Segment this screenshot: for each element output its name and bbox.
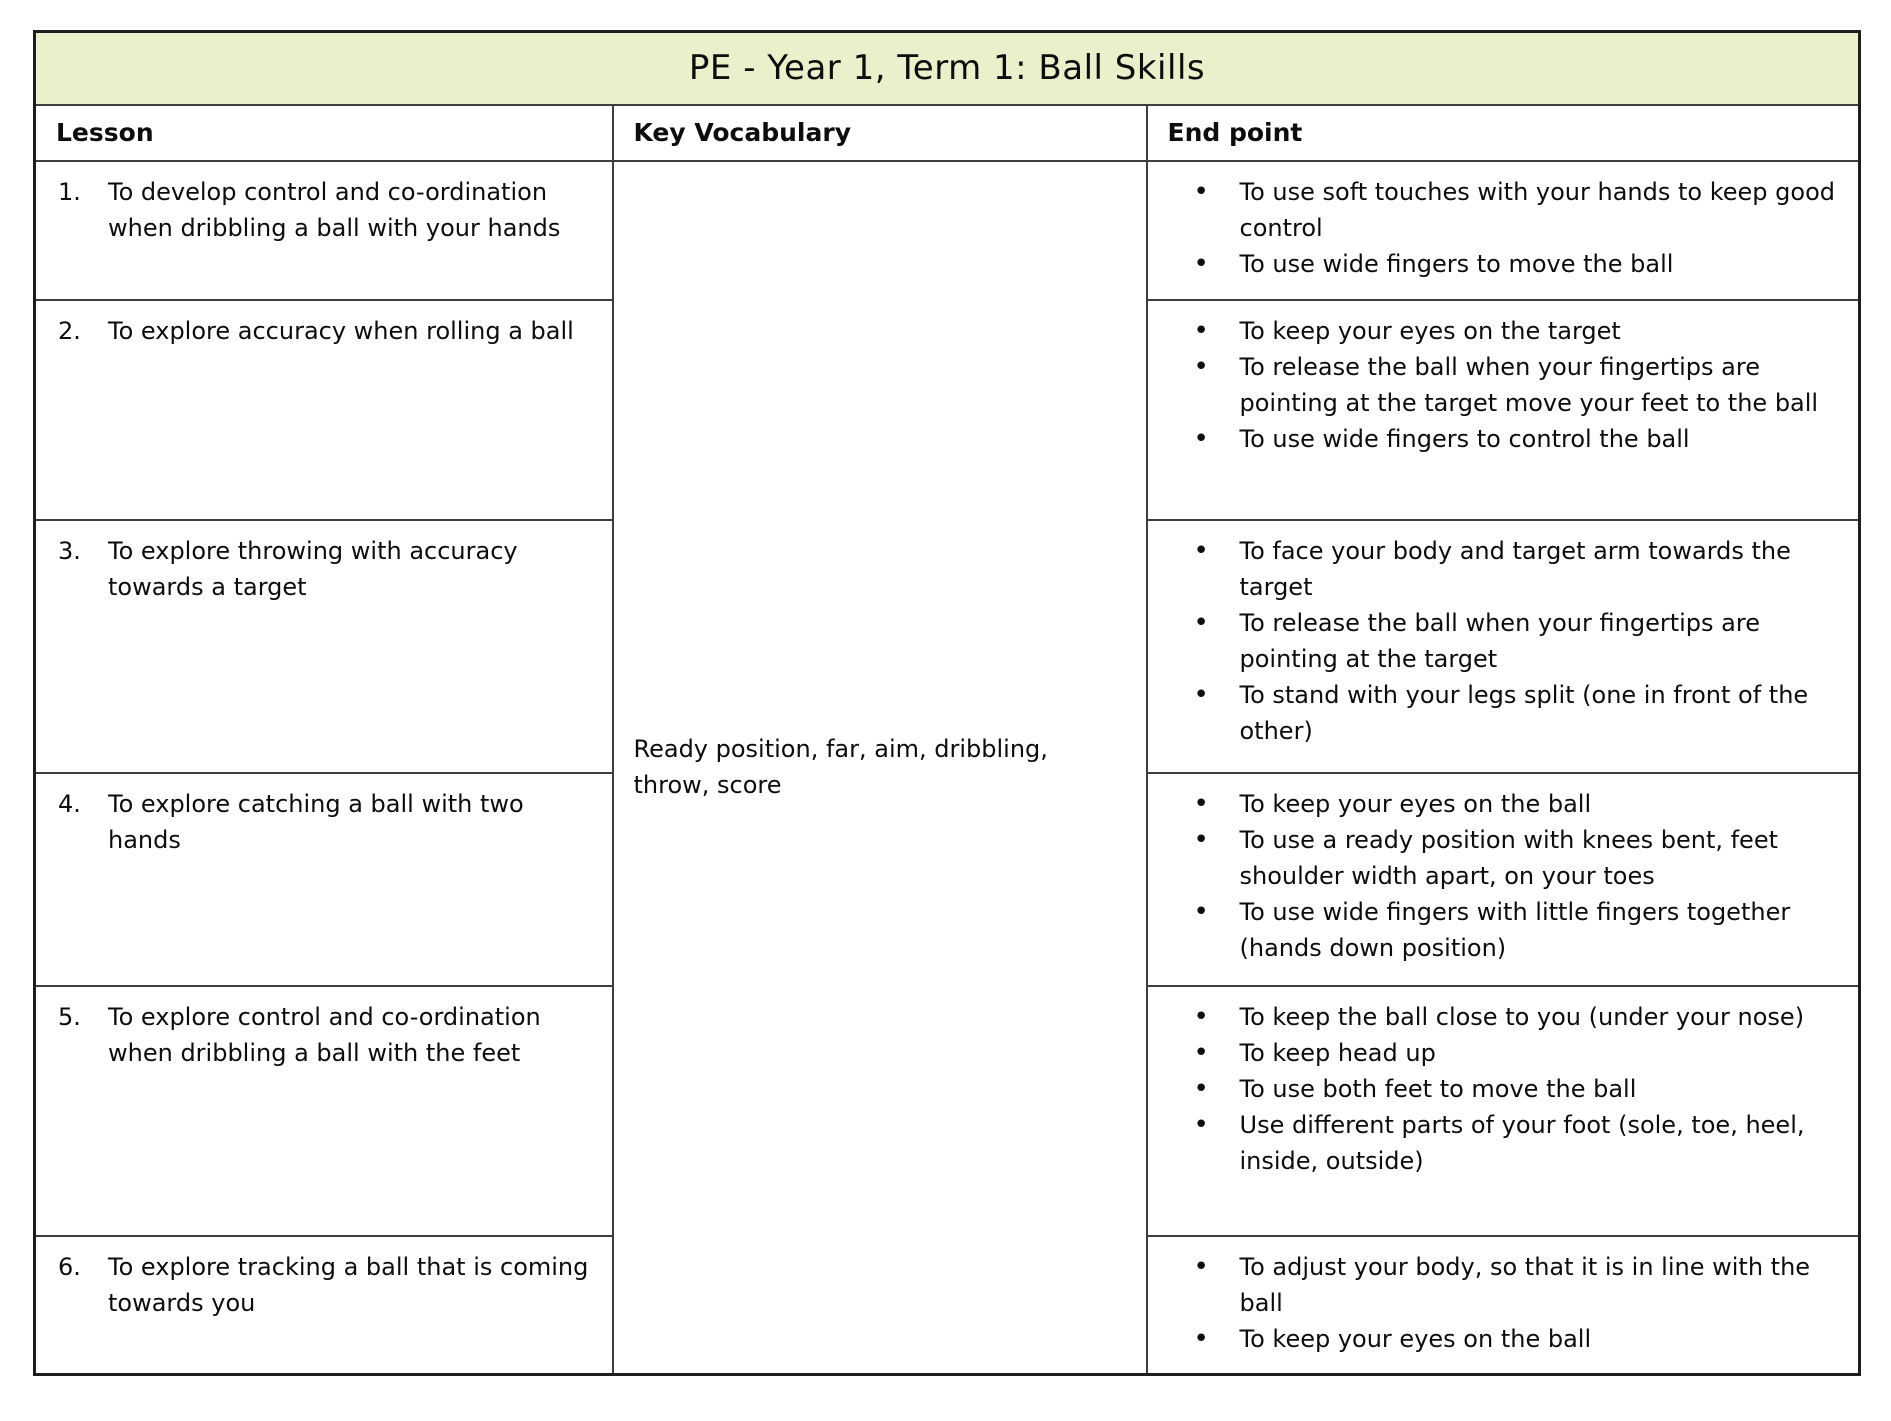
endpoint-item: • To stand with your legs split (one in front of the other) xyxy=(1162,677,1843,749)
lesson-cell xyxy=(35,986,613,1236)
endpoint-item: • To keep head up xyxy=(1162,1035,1843,1071)
endpoint-item: • To use both feet to move the ball xyxy=(1162,1071,1843,1107)
lesson-objective: To explore catching a ball with two hands xyxy=(108,789,524,854)
endpoint-list xyxy=(1162,533,1843,749)
endpoint-item: • To face your body and target arm towards the target xyxy=(1162,533,1843,605)
endpoint-item: • To adjust your body, so that it is in line with the ball xyxy=(1162,1249,1843,1321)
lesson-line xyxy=(58,533,596,605)
endpoint-item: • To use wide fingers with little fingers together (hands down position) xyxy=(1162,894,1843,966)
lesson-cell xyxy=(35,300,613,520)
lesson-number: 2. xyxy=(58,316,81,345)
endpoint-item: • To release the ball when your fingertips are pointing at the target xyxy=(1162,605,1843,677)
lesson-number: 4. xyxy=(58,789,81,818)
lesson-line xyxy=(58,999,596,1071)
endpoint-list xyxy=(1162,174,1843,282)
endpoint-item: • To keep your eyes on the ball xyxy=(1162,786,1843,822)
curriculum-table xyxy=(33,30,1861,1376)
column-header-row xyxy=(35,105,1860,161)
table-header-section xyxy=(35,32,1860,161)
lessons-body xyxy=(35,161,1860,1375)
lesson-line xyxy=(58,174,596,246)
endpoint-list xyxy=(1162,1249,1843,1357)
endpoint-item: • Use different parts of your foot (sole, toe, heel, inside, outside) xyxy=(1162,1107,1843,1179)
endpoint-cell xyxy=(1147,773,1860,986)
endpoint-item: • To use wide fingers to move the ball xyxy=(1162,246,1843,282)
page-title: PE - Year 1, Term 1: Ball Skills xyxy=(35,32,1860,105)
endpoint-item: • To use wide fingers to control the ball xyxy=(1162,421,1843,457)
lesson-number: 3. xyxy=(58,536,81,565)
table-row xyxy=(35,161,1860,300)
endpoint-item: • To use soft touches with your hands to keep good control xyxy=(1162,174,1843,246)
key-vocabulary-cell xyxy=(613,161,1147,1375)
lesson-cell xyxy=(35,773,613,986)
lesson-objective: To explore accuracy when rolling a ball xyxy=(108,316,574,345)
lesson-objective: To explore control and co-ordination when dribbling a ball with the feet xyxy=(108,1002,541,1067)
column-header-lesson: Lesson xyxy=(35,105,613,161)
lesson-cell xyxy=(35,161,613,300)
lesson-number: 6. xyxy=(58,1252,81,1281)
endpoint-item: • To release the ball when your fingertips are pointing at the target move your feet to the ball xyxy=(1162,349,1843,421)
column-header-endpoint: End point xyxy=(1147,105,1860,161)
key-vocabulary-text: Ready position, far, aim, dribbling, throw, score xyxy=(633,735,1048,800)
lesson-number: 5. xyxy=(58,1002,81,1031)
endpoint-item: • To keep your eyes on the ball xyxy=(1162,1321,1843,1357)
endpoint-item: • To keep your eyes on the target xyxy=(1162,313,1843,349)
endpoint-list xyxy=(1162,786,1843,966)
lesson-cell xyxy=(35,520,613,773)
endpoint-cell xyxy=(1147,161,1860,300)
lesson-line xyxy=(58,1249,596,1321)
lesson-objective: To explore throwing with accuracy towards a target xyxy=(108,536,518,601)
endpoint-cell xyxy=(1147,520,1860,773)
lesson-objective: To develop control and co-ordination when dribbling a ball with your hands xyxy=(108,177,561,242)
endpoint-cell xyxy=(1147,300,1860,520)
endpoint-item: • To use a ready position with knees bent, feet shoulder width apart, on your toes xyxy=(1162,822,1843,894)
lesson-objective: To explore tracking a ball that is coming towards you xyxy=(108,1252,589,1317)
endpoint-item: • To keep the ball close to you (under your nose) xyxy=(1162,999,1843,1035)
lesson-cell xyxy=(35,1236,613,1375)
lesson-number: 1. xyxy=(58,177,81,206)
endpoint-cell xyxy=(1147,986,1860,1236)
endpoint-list xyxy=(1162,999,1843,1179)
endpoint-cell xyxy=(1147,1236,1860,1375)
title-row xyxy=(35,32,1860,105)
lesson-line xyxy=(58,313,596,349)
endpoint-list xyxy=(1162,313,1843,457)
lesson-line xyxy=(58,786,596,858)
column-header-vocabulary: Key Vocabulary xyxy=(613,105,1147,161)
